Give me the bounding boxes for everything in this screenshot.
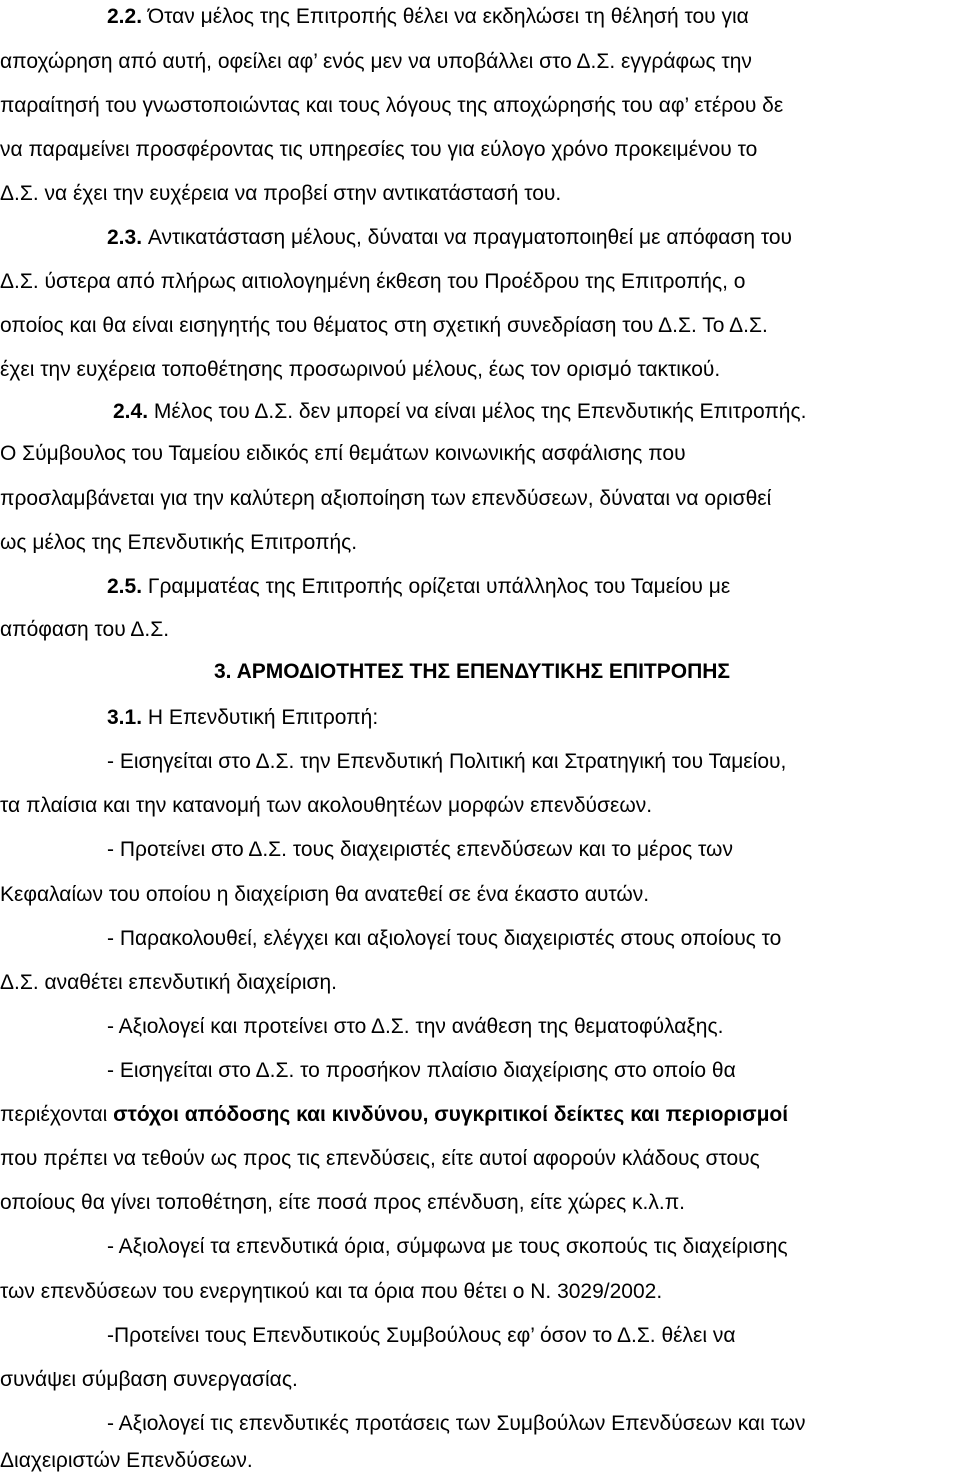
text-run: Κεφαλαίων του οποίου η διαχείριση θα ανατεθεί σε ένα έκαστο αυτών. — [0, 883, 650, 906]
paragraph-line — [0, 618, 960, 642]
section-number: 2.3. — [107, 226, 148, 249]
text-run: Ο Σύμβουλος του Ταμείου ειδικός επί θεμάτων κοινωνικής ασφάλισης που — [0, 442, 686, 465]
text-run: παραίτησή του γνωστοποιώντας και τους λόγους της αποχώρησής του αφ’ ετέρου δε — [0, 94, 784, 117]
paragraph-line — [0, 138, 960, 162]
paragraph-line — [0, 971, 960, 995]
text-run: - Παρακολουθεί, ελέγχει και αξιολογεί τους διαχειριστές στους οποίους το — [107, 927, 782, 950]
bullet-line — [107, 1015, 960, 1039]
paragraph-line — [0, 94, 960, 118]
emphasis-text: στόχοι απόδοσης και κινδύνου, συγκριτικοί δείκτες και περιορισμοί — [113, 1103, 789, 1126]
paragraph-line — [0, 883, 960, 907]
paragraph-line — [0, 1191, 960, 1215]
text-run: που πρέπει να τεθούν ως προς τις επενδύσεις, είτε αυτοί αφορούν κλάδους στους — [0, 1147, 760, 1170]
text-run: οποίους θα γίνει τοποθέτηση, είτε ποσά προς επένδυση, είτε χώρες κ.λ.π. — [0, 1191, 686, 1214]
text-run: περιέχονται — [0, 1103, 114, 1126]
paragraph-line — [0, 358, 960, 382]
text-run: έχει την ευχέρεια τοποθέτησης προσωρινού μέλους, έως τον ορισμό τακτικού. — [0, 358, 721, 381]
section-number: 2.2. — [107, 5, 148, 28]
bullet-line — [107, 1412, 960, 1436]
text-run: Δ.Σ. να έχει την ευχέρεια να προβεί στην αντικατάστασή του. — [0, 182, 562, 205]
paragraph-line — [0, 794, 960, 818]
text-run: τα πλαίσια και την κατανομή των ακολουθητέων μορφών επενδύσεων. — [0, 794, 653, 817]
text-run: οποίος και θα είναι εισηγητής του θέματος στη σχετική συνεδρίαση του Δ.Σ. Το Δ.Σ. — [0, 314, 768, 337]
bullet-line — [107, 1235, 960, 1259]
text-run: Διαχειριστών Επενδύσεων. — [0, 1449, 253, 1472]
paragraph-line — [0, 1280, 960, 1304]
text-run: - Αξιολογεί τα επενδυτικά όρια, σύμφωνα με τους σκοπούς τις διαχείρισης — [107, 1235, 788, 1258]
paragraph-line — [0, 270, 960, 294]
text-run: Αντικατάσταση μέλους, δύναται να πραγματοποιηθεί με απόφαση του — [147, 226, 793, 249]
bullet-line — [107, 838, 960, 862]
heading-text: 3. ΑΡΜΟΔΙΟΤΗΤΕΣ ΤΗΣ ΕΠΕΝΔΥΤΙΚΗΣ ΕΠΙΤΡΟΠΗΣ — [214, 660, 731, 683]
text-run: - Εισηγείται στο Δ.Σ. την Επενδυτική Πολιτική και Στρατηγική του Ταμείου, — [107, 750, 787, 773]
section-2-2-line — [107, 5, 960, 29]
bullet-line — [107, 750, 960, 774]
text-run: - Εισηγείται στο Δ.Σ. το προσήκον πλαίσιο διαχείρισης στο οποίο θα — [107, 1059, 736, 1082]
section-2-5-line — [107, 575, 960, 599]
text-run: των επενδύσεων του ενεργητικού και τα όρια που θέτει ο Ν. 3029/2002. — [0, 1280, 663, 1303]
section-2-4-line — [113, 400, 960, 424]
paragraph-line — [0, 1449, 960, 1473]
bullet-line — [107, 927, 960, 951]
section-2-3-line — [107, 226, 960, 250]
text-run: -Προτείνει τους Επενδυτικούς Συμβούλους εφ’ όσον το Δ.Σ. θέλει να — [107, 1324, 736, 1347]
paragraph-line — [0, 1147, 960, 1171]
text-run: να παραμείνει προσφέροντας τις υπηρεσίες του για εύλογο χρόνο προκειμένου το — [0, 138, 758, 161]
section-number: 2.5. — [107, 575, 148, 598]
section-3-1-line — [107, 706, 960, 730]
paragraph-line — [0, 182, 960, 206]
bullet-line — [107, 1059, 960, 1083]
section-3-heading — [214, 660, 960, 684]
text-run: αποχώρηση από αυτή, οφείλει αφ’ ενός μεν να υποβάλλει στο Δ.Σ. εγγράφως την — [0, 50, 752, 73]
paragraph-line — [0, 314, 960, 338]
text-run: Όταν μέλος της Επιτροπής θέλει να εκδηλώσει τη θέλησή του για — [147, 5, 749, 28]
paragraph-line — [0, 531, 960, 555]
text-run: προσλαμβάνεται για την καλύτερη αξιοποίηση των επενδύσεων, δύναται να ορισθεί — [0, 487, 772, 510]
bullet-line — [107, 1324, 960, 1348]
text-run: Μέλος του Δ.Σ. δεν μπορεί να είναι μέλος της Επενδυτικής Επιτροπής. — [153, 400, 807, 423]
text-run: Η Επενδυτική Επιτροπή: — [147, 706, 379, 729]
paragraph-line — [0, 487, 960, 511]
section-number: 3.1. — [107, 706, 148, 729]
text-run: - Προτείνει στο Δ.Σ. τους διαχειριστές επενδύσεων και το μέρος των — [107, 838, 733, 861]
section-number: 2.4. — [113, 400, 154, 423]
text-run: συνάψει σύμβαση συνεργασίας. — [0, 1368, 298, 1391]
paragraph-line — [0, 1103, 960, 1127]
text-run: απόφαση του Δ.Σ. — [0, 618, 170, 641]
paragraph-line — [0, 442, 960, 466]
text-run: Γραμματέας της Επιτροπής ορίζεται υπάλληλος του Ταμείου με — [147, 575, 731, 598]
text-run: ως μέλος της Επενδυτικής Επιτροπής. — [0, 531, 358, 554]
paragraph-line — [0, 50, 960, 74]
text-run: - Αξιολογεί και προτείνει στο Δ.Σ. την ανάθεση της θεματοφύλαξης. — [107, 1015, 724, 1038]
text-run: Δ.Σ. αναθέτει επενδυτική διαχείριση. — [0, 971, 337, 994]
text-run: Δ.Σ. ύστερα από πλήρως αιτιολογημένη έκθεση του Προέδρου της Επιτροπής, ο — [0, 270, 746, 293]
text-run: - Αξιολογεί τις επενδυτικές προτάσεις των Συμβούλων Επενδύσεων και των — [107, 1412, 806, 1435]
paragraph-line — [0, 1368, 960, 1392]
